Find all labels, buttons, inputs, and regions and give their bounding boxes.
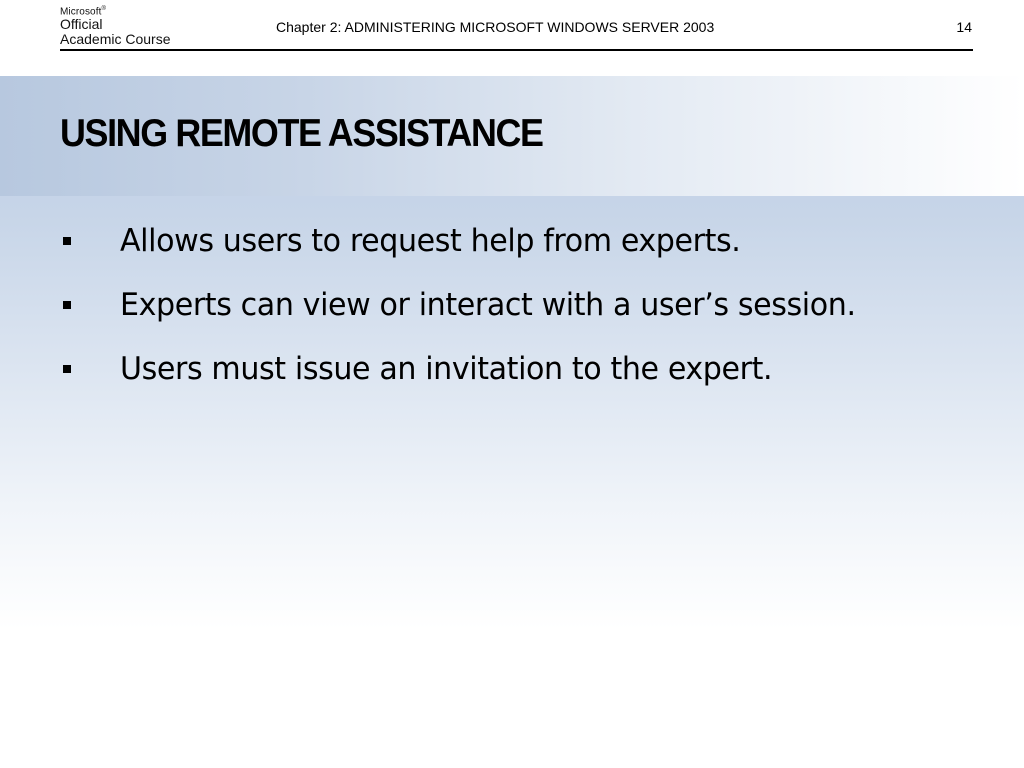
microsoft-official-academic-course-logo [60, 4, 171, 47]
page-number: 14 [956, 19, 972, 35]
logo-brand [60, 4, 171, 17]
header-divider [60, 49, 973, 51]
bullet-text: Users must issue an invitation to the expert. [120, 351, 773, 387]
chapter-header: Chapter 2: ADMINISTERING MICROSOFT WINDOWS SERVER 2003 [276, 19, 715, 35]
logo-trademark: ® [101, 6, 106, 12]
bullet-text: Allows users to request help from experts. [120, 223, 741, 259]
logo-brand-text: Microsoft [60, 6, 102, 18]
slide-title: USING REMOTE ASSISTANCE [60, 112, 543, 155]
bullet-text: Experts can view or interact with a user’s session. [120, 287, 856, 323]
square-bullet-icon [63, 365, 71, 373]
logo-line-academic-course: Academic Course [60, 31, 171, 48]
square-bullet-icon [63, 301, 71, 309]
logo-line-official: Official [60, 16, 103, 33]
square-bullet-icon [63, 237, 71, 245]
